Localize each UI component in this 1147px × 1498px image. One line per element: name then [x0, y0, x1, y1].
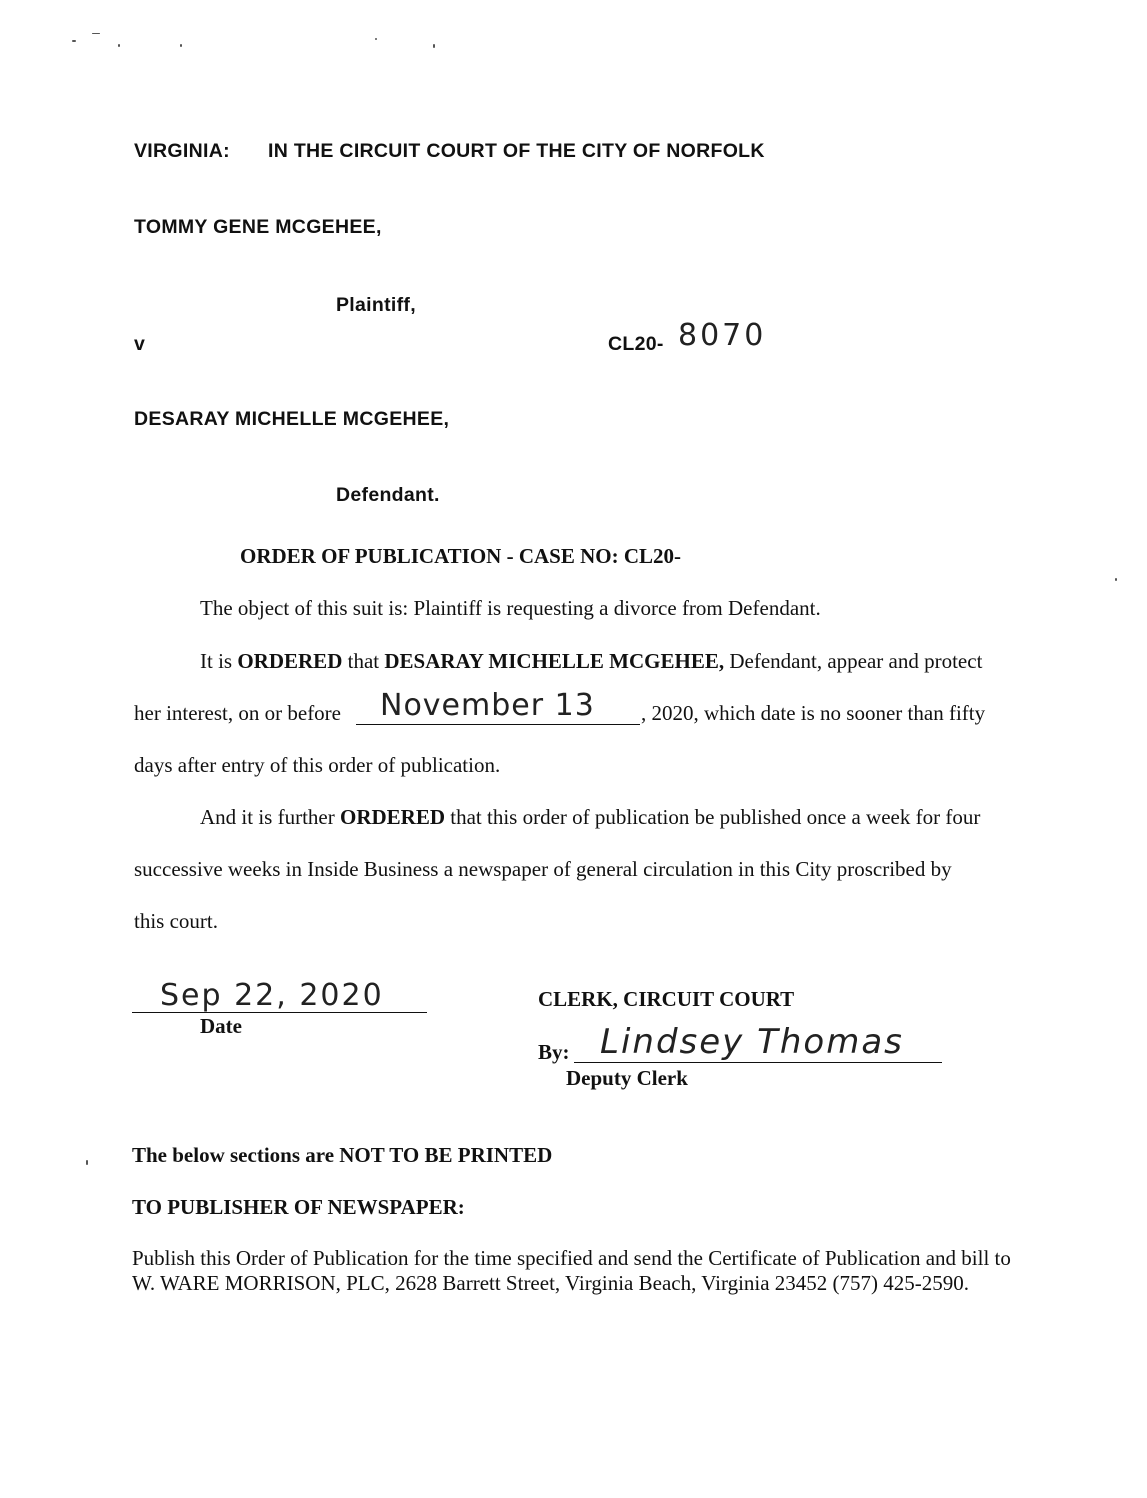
plaintiff-name: TOMMY GENE MCGEHEE,: [134, 216, 382, 238]
scan-speck: [86, 1160, 88, 1165]
scan-speck: [433, 44, 435, 48]
scan-speck: [375, 38, 377, 40]
appearance-date-line: [356, 724, 640, 725]
defendant-name: DESARAY MICHELLE MCGEHEE,: [134, 408, 450, 430]
scan-speck: [180, 44, 182, 47]
case-number-prefix: CL20-: [608, 333, 664, 355]
publisher-heading: TO PUBLISHER OF NEWSPAPER:: [132, 1195, 465, 1219]
versus-label: v: [134, 333, 146, 355]
order-paragraph-1-line-3: days after entry of this order of publication.: [134, 753, 501, 777]
clerk-signature-line: [574, 1062, 942, 1063]
order-paragraph-2-line-2: successive weeks in Inside Business a newspaper of general circulation in this City proscribed by: [134, 857, 952, 881]
date-label: Date: [200, 1014, 242, 1038]
order-paragraph-1-line-2-start: her interest, on or before: [134, 701, 341, 725]
order-paragraph-2-line-1: [200, 805, 980, 830]
appearance-date-handwritten: November 13: [380, 688, 595, 723]
p1-start: It is: [200, 649, 238, 673]
court-name: IN THE CIRCUIT COURT OF THE CITY OF NORFOLK: [268, 140, 765, 162]
defendant-role: Defendant.: [336, 484, 440, 506]
order-paragraph-2-line-3: this court.: [134, 909, 218, 933]
scan-speck: [72, 40, 76, 42]
signed-date-handwritten: Sep 22, 2020: [160, 978, 384, 1013]
date-signature-line: [132, 1012, 427, 1013]
order-title: ORDER OF PUBLICATION - CASE NO: CL20-: [240, 544, 682, 568]
plaintiff-role: Plaintiff,: [336, 294, 416, 316]
clerk-signature-handwritten: Lindsey Thomas: [600, 1022, 904, 1062]
not-printed-notice: The below sections are NOT TO BE PRINTED: [132, 1143, 553, 1167]
p2-start: And it is further: [200, 805, 340, 829]
p1-defendant: DESARAY MICHELLE MCGEHEE,: [384, 649, 725, 673]
scan-speck: [92, 33, 100, 34]
deputy-clerk-label: Deputy Clerk: [566, 1066, 688, 1090]
p2-rest: that this order of publication be published once a week for four: [445, 805, 981, 829]
p1-ordered: ORDERED: [237, 649, 343, 673]
scan-speck: [1115, 578, 1117, 581]
publisher-instructions: Publish this Order of Publication for the time specified and send the Certificate of Publication and bill to W. WARE MORRISON, PLC, 2628 Barrett Street, Virginia Beach, Virginia 23452 (757) 425-2590.: [132, 1246, 1011, 1295]
p1-rest: Defendant, appear and protect: [724, 649, 983, 673]
p1-that: that: [342, 649, 385, 673]
clerk-title: CLERK, CIRCUIT COURT: [538, 987, 795, 1011]
by-label: By:: [538, 1040, 570, 1064]
order-paragraph-1-line-2-end: , 2020, which date is no sooner than fifty: [641, 701, 986, 725]
case-number-handwritten: 8070: [678, 318, 767, 353]
jurisdiction-label: VIRGINIA:: [134, 140, 230, 162]
object-of-suit: The object of this suit is: Plaintiff is requesting a divorce from Defendant.: [200, 596, 821, 620]
p2-ordered: ORDERED: [339, 805, 445, 829]
order-paragraph-1-line-1: [200, 649, 982, 674]
scan-speck: [118, 44, 120, 47]
